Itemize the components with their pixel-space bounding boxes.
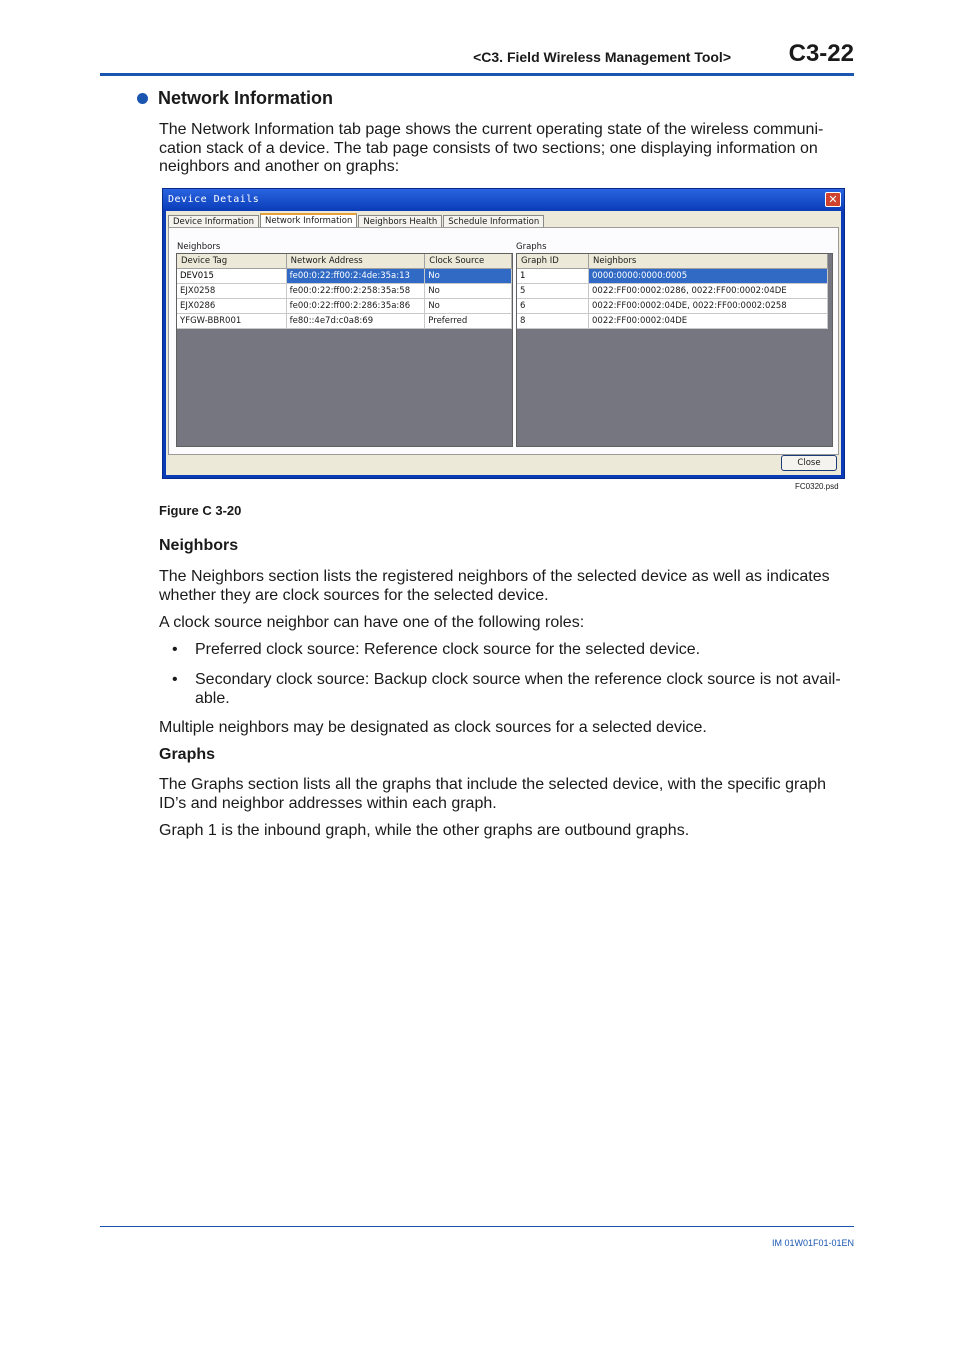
table-cell: 0022:FF00:0002:04DE, 0022:FF00:0002:0258 [589,299,828,314]
table-row[interactable] [177,284,512,299]
chapter-header: <C3. Field Wireless Management Tool> [473,49,731,65]
close-icon[interactable]: ✕ [825,192,841,207]
table-cell: fe00:0:22:ff00:2:258:35a:58 [286,284,425,299]
tab-neighbors-health[interactable]: Neighbors Health [358,215,442,229]
table-cell: 0022:FF00:0002:04DE [589,314,828,329]
column-header[interactable]: Network Address [286,254,425,269]
dialog-title: Device Details [168,194,260,205]
table-cell: fe00:0:22:ff00:2:4de:35a:13 [286,269,425,284]
column-header[interactable]: Graph ID [517,254,589,269]
graphs-paragraph-1: The Graphs section lists all the graphs that include the selected device, with the specific graph ID’s and neighbor addresses within each graph. [159,776,827,812]
graphs-group-label: Graphs [516,242,547,252]
neighbors-group-label: Neighbors [177,242,221,252]
neighbors-paragraph-1: The Neighbors section lists the registered neighbors of the selected device as well as indicates whether they are clock sources for the selected device. [159,568,830,604]
graphs-paragraph-2: Graph 1 is the inbound graph, while the other graphs are outbound graphs. [159,822,690,839]
neighbors-grid[interactable] [176,253,513,447]
device-details-dialog [162,188,845,479]
column-header[interactable]: Device Tag [177,254,286,269]
graphs-grid[interactable] [516,253,833,447]
figure-caption: Figure C 3-20 [159,503,242,518]
column-header[interactable]: Neighbors [589,254,828,269]
neighbors-heading: Neighbors [159,537,239,554]
column-header[interactable]: Clock Source [425,254,512,269]
table-header-row [177,254,512,269]
list-item [172,641,852,660]
table-cell: No [425,284,512,299]
graphs-heading: Graphs [159,746,216,763]
list-bullet: • [172,671,178,688]
table-row[interactable] [177,299,512,314]
table-cell: EJX0286 [177,299,286,314]
table-cell: Preferred [425,314,512,329]
dialog-titlebar [163,189,844,211]
list-bullet: • [172,641,178,658]
table-cell: fe00:0:22:ff00:2:286:35a:86 [286,299,425,314]
list-item-text: Secondary clock source: Backup clock source when the reference clock source is not avail-able. [195,671,841,707]
table-cell: fe80::4e7d:c0a8:69 [286,314,425,329]
table-row[interactable] [177,314,512,329]
graphs-table [517,254,828,329]
table-row[interactable] [177,269,512,284]
intro-paragraph: The Network Information tab page shows the current operating state of the wireless communi-cation stack of a device. The tab page consists of two sections; one displaying information on neighbors and another on graphs: [159,121,824,175]
table-cell: EJX0258 [177,284,286,299]
table-row[interactable] [517,299,828,314]
header-rule [100,73,854,76]
table-header-row [517,254,828,269]
list-item [172,671,852,708]
table-row[interactable] [517,269,828,284]
table-cell: 1 [517,269,589,284]
tab-network-information[interactable]: Network Information [260,213,357,230]
close-button[interactable]: Close [781,455,837,471]
dialog-body [166,211,841,475]
page-number: C3-22 [788,40,854,67]
table-row[interactable] [517,314,828,329]
neighbors-table [177,254,512,329]
list-item-text: Preferred clock source: Reference clock source for the selected device. [195,641,701,658]
table-cell: YFGW-BBR001 [177,314,286,329]
footer-rule [100,1226,854,1227]
table-cell: 5 [517,284,589,299]
section-heading [137,88,333,109]
table-cell: No [425,299,512,314]
tab-panel [168,227,839,455]
neighbors-paragraph-2: A clock source neighbor can have one of the following roles: [159,614,585,631]
tab-device-information[interactable]: Device Information [168,215,259,229]
table-cell: 6 [517,299,589,314]
table-cell: DEV015 [177,269,286,284]
footer-doc-number: IM 01W01F01-01EN [771,1238,854,1248]
table-cell: 8 [517,314,589,329]
table-row[interactable] [517,284,828,299]
neighbors-paragraph-3: Multiple neighbors may be designated as clock sources for a selected device. [159,719,707,736]
table-cell: No [425,269,512,284]
figure-file-name: FC0320.psd [795,482,839,491]
table-cell: 0022:FF00:0002:0286, 0022:FF00:0002:04DE [589,284,828,299]
tab-schedule-information[interactable]: Schedule Information [443,215,544,229]
bullet-icon [137,93,148,104]
section-heading-text: Network Information [158,88,334,108]
table-cell: 0000:0000:0000:0005 [589,269,828,284]
